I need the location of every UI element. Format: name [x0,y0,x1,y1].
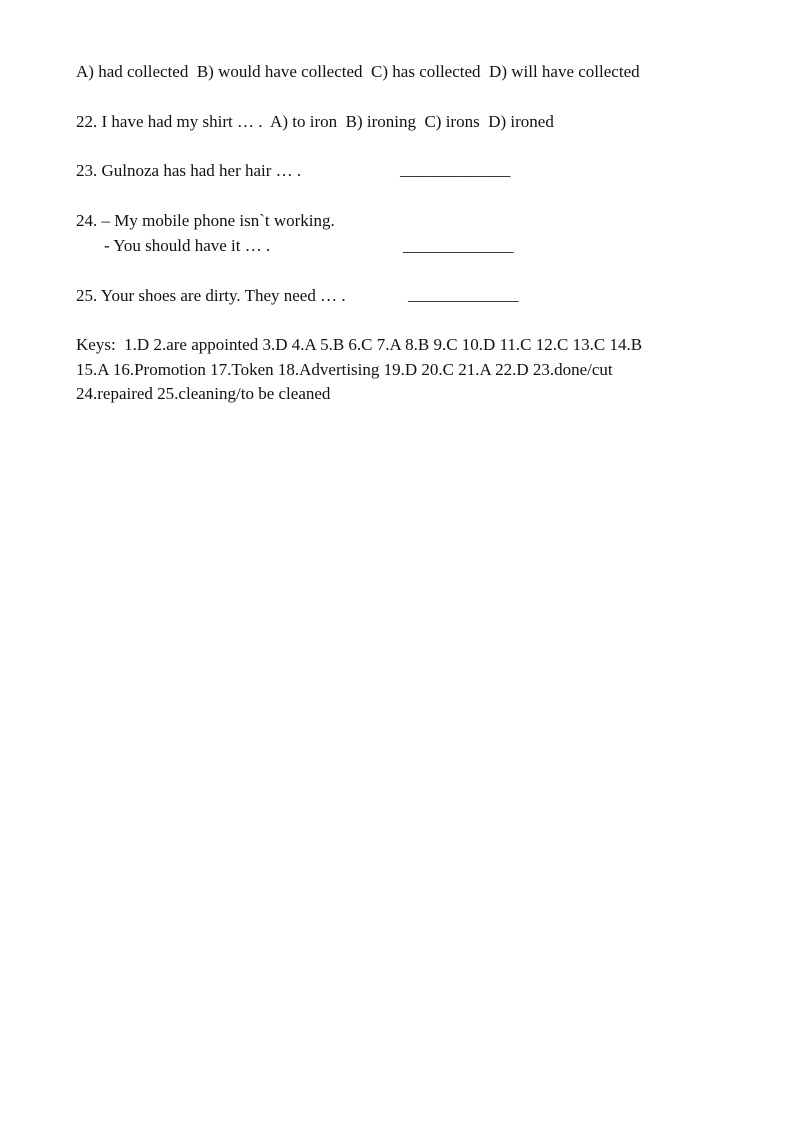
question-22: 22. I have had my shirt … . A) to iron B) ironing C) irons D) ironed [76,112,554,131]
question-23-answer-blank: _____________ [400,160,511,179]
answer-keys-line-2: 15.A 16.Promotion 17.Token 18.Advertising 19.D 20.C 21.A 22.D 23.done/cut [76,359,613,379]
question-24-line-1: 24. – My mobile phone isn`t working. [76,211,335,230]
answer-keys-line-3: 24.repaired 25.cleaning/to be cleaned [76,384,331,403]
question-25-text: 25. Your shoes are dirty. They need … . [76,286,346,305]
question-21-options: A) had collected B) would have collected C) has collected D) will have collected [76,62,640,81]
question-24-line-2: - You should have it … . [104,236,271,255]
question-25-answer-blank: _____________ [408,285,519,304]
question-24-answer-blank: _____________ [403,236,514,255]
question-23-text: 23. Gulnoza has had her hair … . [76,161,302,180]
answer-keys-line-1: Keys: 1.D 2.are appointed 3.D 4.A 5.B 6.C 7.A 8.B 9.C 10.D 11.C 12.C 13.C 14.B [76,335,643,354]
answer-keys [76,333,736,407]
